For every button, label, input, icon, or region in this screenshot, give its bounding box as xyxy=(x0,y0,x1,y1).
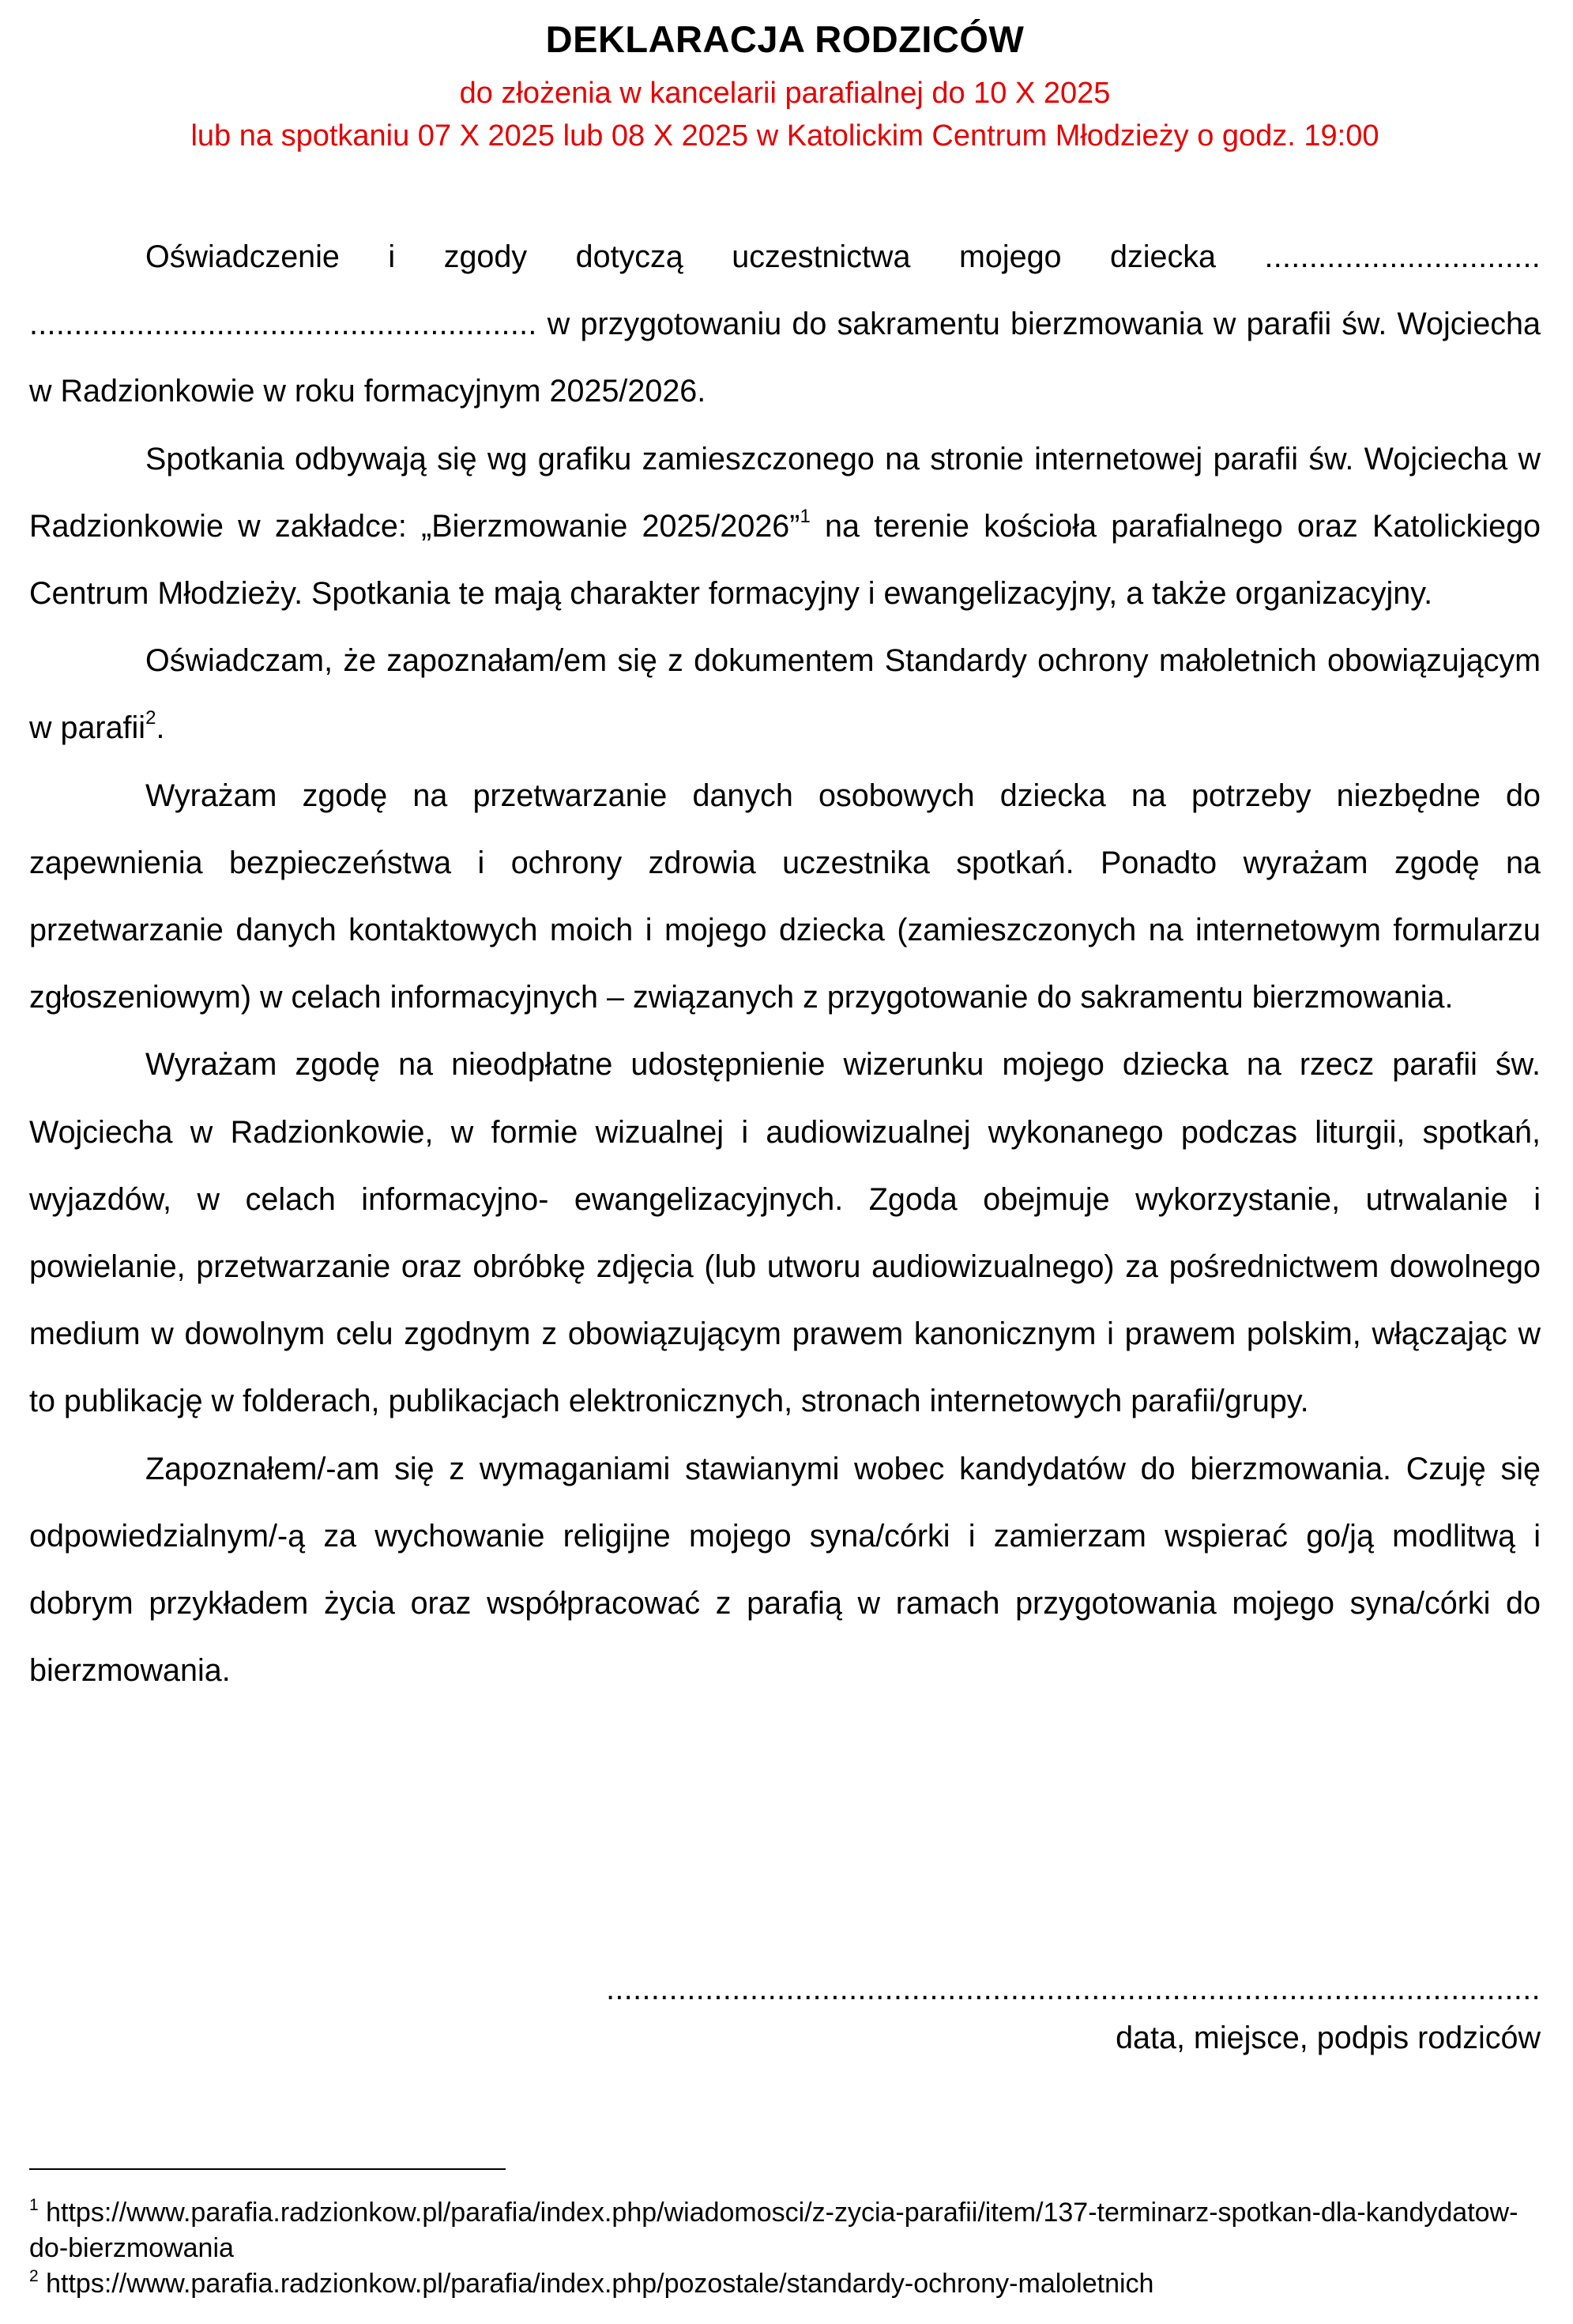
paragraph-text: w przygotowaniu do sakramentu bierzmowania w parafii św. Wojciecha w Radzionkowie w roku formacyjnym 2025/2026. xyxy=(29,307,1541,409)
paragraph-participation xyxy=(29,224,1541,426)
footnote-number: 2 xyxy=(29,2267,39,2285)
child-name-blank-field-continued[interactable]: ......................................................... xyxy=(29,307,537,342)
footnote-reference-1[interactable]: 1 xyxy=(800,505,811,527)
paragraph-text: . xyxy=(156,710,165,746)
paragraph-data-processing-consent: Wyrażam zgodę na przetwarzanie danych osobowych dziecka na potrzeby niezbędne do zapewnienia bezpieczeństwa i ochrony zdrowia uczestnika spotkań. Ponadto wyrażam zgodę na przetwarzanie danych kontaktowych moich i mojego dziecka (zamieszczonych na internetowym formularzu zgłoszeniowym) w celach informacyjnych – związanych z przygotowanie do sakramentu bierzmowania. xyxy=(29,778,1541,1015)
footnote-link[interactable]: https://www.parafia.radzionkow.pl/parafia/index.php/wiadomosci/z-zycia-parafii/item/137-terminarz-spotkan-dla-kandydatow-do-bierzmowania xyxy=(29,2198,1518,2263)
paragraph-child-protection xyxy=(29,627,1541,762)
footnote-separator xyxy=(29,2168,506,2170)
signature-line[interactable]: ........................................................................................................ xyxy=(606,1972,1541,2006)
footnote-2 xyxy=(29,2266,1541,2302)
footnote-link[interactable]: https://www.parafia.radzionkow.pl/parafia/index.php/pozostale/standardy-ochrony-maloletnich xyxy=(38,2269,1154,2299)
paragraph-text: Spotkania odbywają się wg grafiku zamieszczonego na stronie internetowej parafii św. Wojciecha w Radzionkowie w zakładce: „Bierzmowanie 2025/2026” xyxy=(29,441,1541,544)
signature-caption: data, miejsce, podpis rodziców xyxy=(1116,2021,1541,2055)
paragraph-meetings xyxy=(29,426,1541,628)
paragraph-requirements-acknowledgement: Zapoznałem/-am się z wymaganiami stawianymi wobec kandydatów do bierzmowania. Czuję się odpowiedzialnym/-ą za wychowanie religijne mojego syna/córki i zamierzam wspierać go/ją modlitwą i dobrym przykładem życia oraz współpracować z parafią w ramach przygotowania mojego syna/córki do bierzmowania. xyxy=(29,1451,1541,1689)
paragraph-text: na terenie kościoła parafialnego oraz Katolickiego Centrum Młodzieży. Spotkania te mają charakter formacyjny i ewangelizacyjny, a także organizacyjny. xyxy=(29,508,1541,612)
declaration-body xyxy=(29,224,1541,1704)
meeting-dates-note: lub na spotkaniu 07 X 2025 lub 08 X 2025 w Katolickim Centrum Młodzieży o godz. 19:00 xyxy=(190,119,1379,153)
footnote-1 xyxy=(29,2195,1541,2266)
child-name-blank-field[interactable]: ............................... xyxy=(1264,239,1541,274)
footnotes xyxy=(29,2195,1541,2302)
document-title: DEKLARACJA RODZICÓW xyxy=(545,18,1025,60)
footnote-number: 1 xyxy=(29,2196,39,2214)
paragraph-image-consent: Wyrażam zgodę na nieodpłatne udostępnienie wizerunku mojego dziecka na rzecz parafii św. Wojciecha w Radzionkowie, w formie wizualnej i audiowizualnej wykonanego podczas liturgii, spotkań, wyjazdów, w celach informacyjno- ewangelizacyjnych. Zgoda obejmuje wykorzystanie, utrwalanie i powielanie, przetwarzanie oraz obróbkę zdjęcia (lub utworu audiowizualnego) za pośrednictwem dowolnego medium w dowolnym celu zgodnym z obowiązującym prawem kanonicznym i prawem polskim, włączając w to publikację w folderach, publikacjach elektronicznych, stronach internetowych parafii/grupy. xyxy=(29,1047,1541,1419)
paragraph-text: Oświadczenie i zgody dotyczą uczestnictwa mojego dziecka xyxy=(145,239,1265,274)
signature-block xyxy=(545,1969,1541,2058)
paragraph-text: Oświadczam, że zapoznałam/em się z dokumentem Standardy ochrony małoletnich obowiązującym w parafii xyxy=(29,643,1541,746)
submission-deadline-note: do złożenia w kancelarii parafialnej do 10 X 2025 xyxy=(459,77,1111,110)
footnote-reference-2[interactable]: 2 xyxy=(145,707,156,729)
